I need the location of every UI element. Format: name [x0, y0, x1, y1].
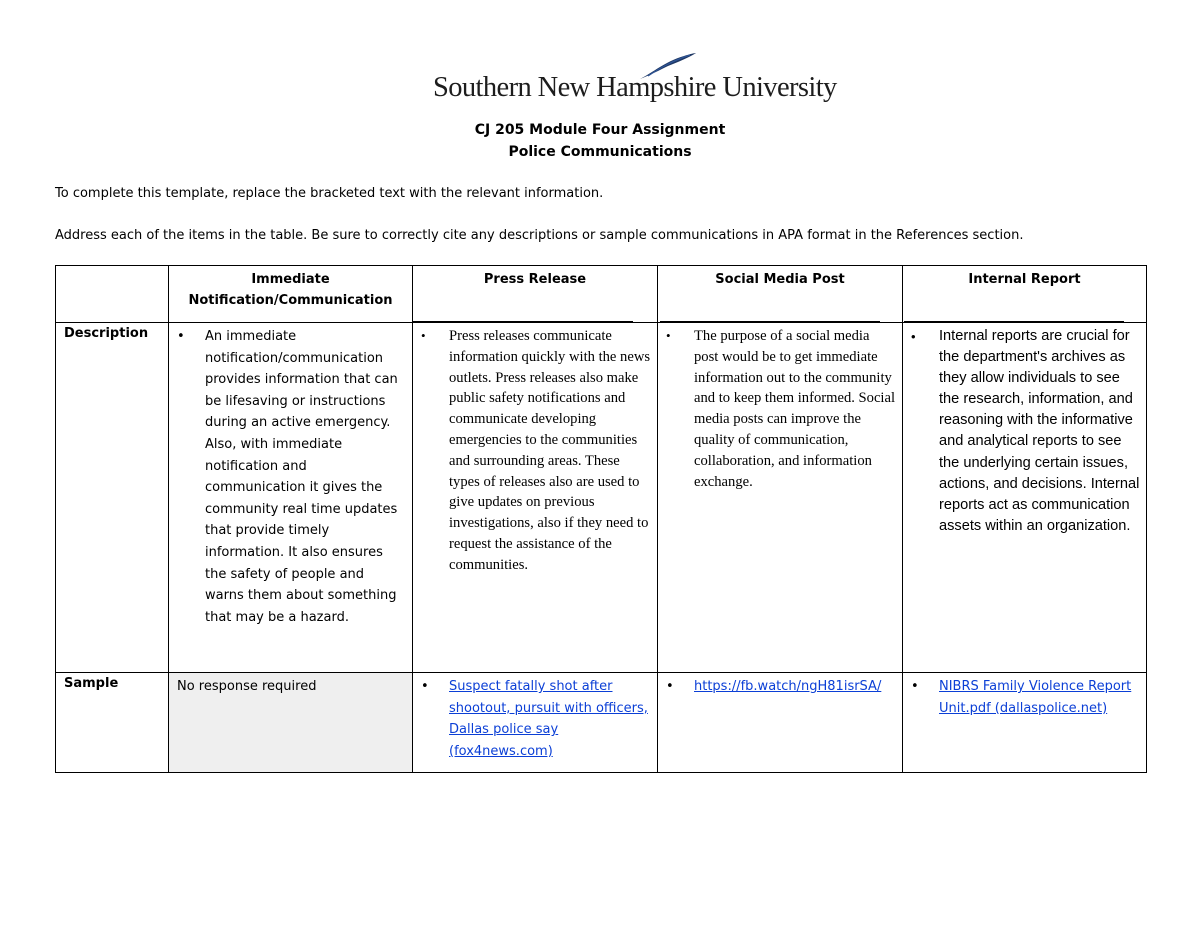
- description-social-text: The purpose of a social media post would be to get immediate information out to the community and to keep them informed. Social media posts can improve the quality of communication, collaboration, and information exchange.: [694, 328, 896, 490]
- quill-icon: [638, 52, 698, 82]
- sample-press-link[interactable]: Suspect fatally shot after shootout, pursuit with officers, Dallas police say (fox4news.com): [449, 679, 648, 759]
- instruction-template: To complete this template, replace the bracketed text with the relevant information.: [55, 186, 604, 201]
- header-internal-report: Internal Report: [903, 266, 1147, 323]
- bullet-icon: •: [666, 328, 671, 343]
- cell-description-internal: [903, 323, 1147, 673]
- table-row-sample: [56, 673, 1147, 773]
- row-label-sample: Sample: [56, 673, 169, 773]
- cell-sample-press: [413, 673, 658, 773]
- cell-sample-internal: [903, 673, 1147, 773]
- header-immediate-line1: Immediate: [251, 272, 330, 287]
- bullet-icon: •: [421, 328, 426, 343]
- logo-wordmark: Southern New Hampshire University: [433, 72, 837, 103]
- cell-description-press: [413, 323, 658, 673]
- header-divider-line: [660, 321, 880, 322]
- header-press-release: Press Release: [413, 266, 658, 323]
- cell-description-social: [658, 323, 903, 673]
- description-internal-text: Internal reports are crucial for the department's archives as they allow individuals to see the research, information, and reasoning with the informative and analytical reports to see the underlying certain issues, actions, and decisions. Internal reports act as communication assets within an organization.: [939, 328, 1140, 534]
- header-social-media: Social Media Post: [658, 266, 903, 323]
- bullet-icon: •: [911, 329, 916, 344]
- description-immediate-text: An immediate notification/communication provides information that can be lifesaving or instructions during an active emergency. Also, with immediate notification and communication it gives the community real time updates that provide timely information. It also ensures the safety of people and warns them about something that may be a hazard.: [205, 329, 398, 625]
- instruction-address: Address each of the items in the table. Be sure to correctly cite any descriptions or sample communications in APA format in the References section.: [55, 228, 1024, 243]
- sample-social-link[interactable]: https://fb.watch/ngH81isrSA/: [694, 679, 882, 694]
- row-label-description: Description: [56, 323, 169, 673]
- cell-sample-immediate: [169, 673, 413, 773]
- bullet-icon: •: [421, 679, 429, 694]
- cell-description-immediate: [169, 323, 413, 673]
- header-divider-line: [904, 321, 1124, 322]
- header-immediate: [169, 266, 413, 323]
- sample-immediate-text: No response required: [177, 679, 317, 694]
- bullet-icon: •: [666, 679, 674, 694]
- document-subtitle: Police Communications: [508, 144, 692, 160]
- university-logo: [433, 52, 837, 108]
- communications-table: [55, 265, 1147, 773]
- sample-internal-link[interactable]: NIBRS Family Violence Report Unit.pdf (dallaspolice.net): [939, 679, 1132, 716]
- header-divider-line: [413, 321, 633, 322]
- header-immediate-line2: Notification/Communication: [188, 293, 393, 308]
- description-press-text: Press releases communicate information quickly with the news outlets. Press releases also make public safety notifications and communicate developing emergencies to the communities and surrounding areas. These types of releases also are used to give updates on previous investigations, also if they need to request the assistance of the communities.: [449, 328, 651, 573]
- table-header-row: [56, 266, 1147, 323]
- table-row-description: [56, 323, 1147, 673]
- bullet-icon: •: [911, 679, 919, 694]
- document-title: CJ 205 Module Four Assignment: [474, 122, 726, 138]
- cell-sample-social: [658, 673, 903, 773]
- bullet-icon: •: [177, 329, 185, 344]
- header-blank-cell: [56, 266, 169, 323]
